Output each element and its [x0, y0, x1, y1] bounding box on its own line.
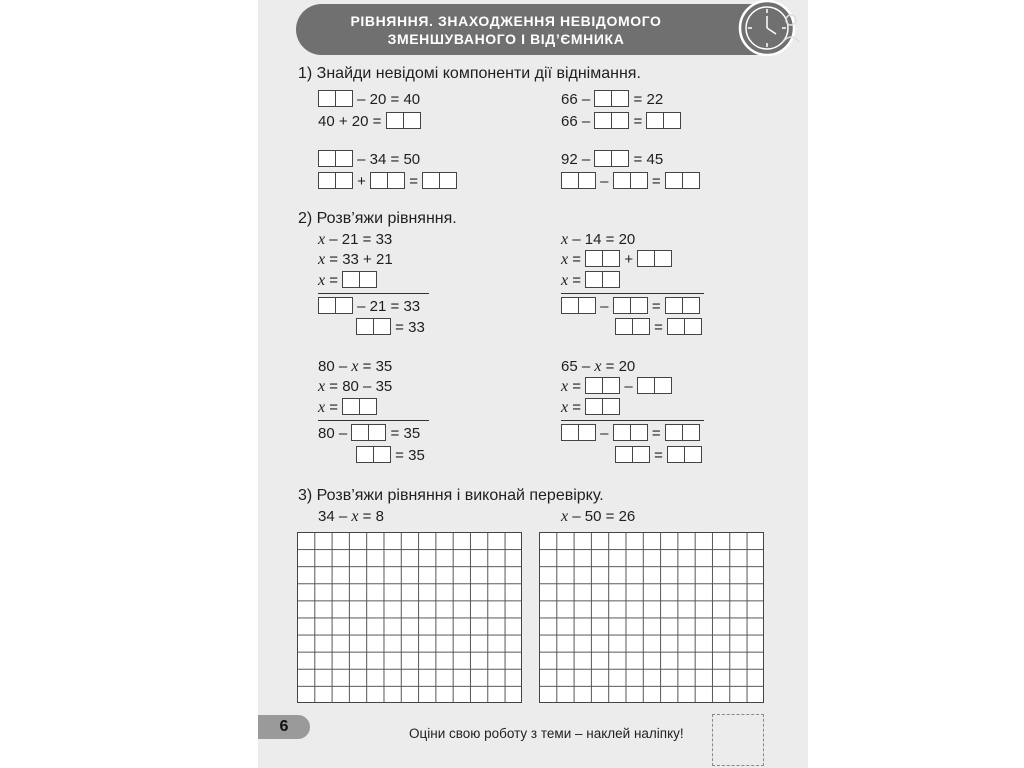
answer-box[interactable] [633, 318, 650, 335]
task1-eq1-row1: – 20 = 40 [318, 90, 420, 109]
footer-instruction: Оціни свою роботу з теми – наклей наліпку! [409, 726, 684, 741]
answer-box[interactable] [369, 424, 386, 441]
answer-box[interactable] [665, 424, 683, 441]
title-line-2: ЗМЕНШУВАНОГО І ВІД’ЄМНИКА [387, 31, 625, 47]
task1-eq1-row2: 40 + 20 = [318, 112, 421, 131]
answer-box[interactable] [360, 398, 377, 415]
answer-box[interactable] [318, 90, 336, 107]
answer-box[interactable] [318, 150, 336, 167]
answer-box[interactable] [664, 112, 681, 129]
answer-box[interactable] [631, 424, 648, 441]
answer-box[interactable] [336, 150, 353, 167]
answer-box[interactable] [404, 112, 421, 129]
task1-eq3-row1: – 34 = 50 [318, 150, 420, 169]
answer-box[interactable] [585, 271, 603, 288]
answer-box[interactable] [633, 446, 650, 463]
title-line-1: РІВНЯННЯ. ЗНАХОДЖЕННЯ НЕВІДОМОГО [350, 13, 662, 29]
answer-box[interactable] [685, 446, 702, 463]
answer-box[interactable] [370, 172, 388, 189]
task1-eq3-row2: + = [318, 172, 457, 191]
answer-box[interactable] [561, 297, 579, 314]
answer-box[interactable] [336, 172, 353, 189]
answer-box[interactable] [655, 250, 672, 267]
answer-box[interactable] [342, 271, 360, 288]
answer-box[interactable] [683, 172, 700, 189]
eq-d-line3: x = [561, 398, 620, 417]
answer-box[interactable] [615, 318, 633, 335]
answer-box[interactable] [561, 424, 579, 441]
eq-c-line2: x = 80 – 35 [318, 378, 393, 395]
answer-box[interactable] [631, 172, 648, 189]
answer-box[interactable] [603, 398, 620, 415]
answer-box[interactable] [356, 318, 374, 335]
task3-eq-right: x – 50 = 26 [561, 508, 636, 525]
task3-heading: 3) Розв’яжи рівняння і виконай перевірку. [298, 487, 604, 504]
answer-box[interactable] [685, 318, 702, 335]
sticker-placeholder[interactable] [712, 714, 764, 766]
answer-box[interactable] [603, 250, 620, 267]
eq-a-line2: x = 33 + 21 [318, 251, 393, 268]
eq-a-check1: – 21 = 33 [318, 297, 420, 316]
eq-c-line3: x = [318, 398, 377, 417]
answer-box[interactable] [683, 297, 700, 314]
answer-box[interactable] [594, 150, 612, 167]
answer-box[interactable] [579, 172, 596, 189]
answer-box[interactable] [585, 398, 603, 415]
answer-box[interactable] [356, 446, 374, 463]
eq-d-line2: x = – [561, 377, 672, 396]
task1-heading: 1) Знайди невідомі компоненти дії віднімання. [298, 65, 641, 82]
page-title [296, 12, 716, 48]
check-divider [318, 420, 429, 421]
page-number: 6 [258, 715, 310, 739]
eq-d-check1: – = [561, 424, 700, 443]
answer-box[interactable] [631, 297, 648, 314]
grid-workspace-left[interactable] [297, 532, 522, 703]
answer-box[interactable] [613, 424, 631, 441]
eq-b-line2: x = + [561, 250, 672, 269]
task1-eq4-row2: – = [561, 172, 700, 191]
answer-box[interactable] [440, 172, 457, 189]
check-divider [561, 420, 704, 421]
answer-box[interactable] [665, 172, 683, 189]
answer-box[interactable] [612, 112, 629, 129]
answer-box[interactable] [615, 446, 633, 463]
answer-box[interactable] [374, 318, 391, 335]
grid-workspace-right[interactable] [539, 532, 764, 703]
task1-eq2-row2: 66 – = [561, 112, 681, 131]
check-divider [318, 293, 429, 294]
answer-box[interactable] [336, 297, 353, 314]
eq-b-check2: = [615, 318, 702, 337]
answer-box[interactable] [561, 172, 579, 189]
answer-box[interactable] [342, 398, 360, 415]
answer-box[interactable] [646, 112, 664, 129]
task1-eq4-row1: 92 – = 45 [561, 151, 664, 168]
answer-box[interactable] [665, 297, 683, 314]
eq-a-check2: = 33 [356, 318, 425, 337]
eq-b-check1: – = [561, 297, 700, 316]
answer-box[interactable] [612, 150, 629, 167]
answer-box[interactable] [667, 446, 685, 463]
answer-box[interactable] [637, 377, 655, 394]
answer-box[interactable] [585, 250, 603, 267]
answer-box[interactable] [594, 112, 612, 129]
eq-c-check1: 80 – = 35 [318, 425, 421, 442]
answer-box[interactable] [360, 271, 377, 288]
task2-heading: 2) Розв’яжи рівняння. [298, 210, 457, 227]
clock-icon [727, 0, 807, 60]
eq-b-line1: x – 14 = 20 [561, 231, 636, 248]
answer-box[interactable] [388, 172, 405, 189]
eq-a-line3: x = [318, 271, 377, 290]
answer-box[interactable] [336, 90, 353, 107]
answer-box[interactable] [612, 90, 629, 107]
answer-box[interactable] [613, 172, 631, 189]
eq-b-line3: x = [561, 271, 620, 290]
task3-eq-left: 34 – x = 8 [318, 508, 384, 525]
answer-box[interactable] [613, 297, 631, 314]
answer-box[interactable] [579, 297, 596, 314]
answer-box[interactable] [585, 377, 603, 394]
task1-eq2-row1: 66 – = 22 [561, 91, 664, 108]
answer-box[interactable] [579, 424, 596, 441]
answer-box[interactable] [637, 250, 655, 267]
answer-box[interactable] [351, 424, 369, 441]
eq-c-line1: 80 – x = 35 [318, 358, 393, 375]
answer-box[interactable] [667, 318, 685, 335]
answer-box[interactable] [318, 172, 336, 189]
answer-box[interactable] [318, 297, 336, 314]
answer-box[interactable] [683, 424, 700, 441]
check-divider [561, 293, 704, 294]
title-banner [296, 4, 769, 55]
answer-box[interactable] [603, 377, 620, 394]
answer-box[interactable] [594, 90, 612, 107]
eq-a-line1: x – 21 = 33 [318, 231, 393, 248]
answer-box[interactable] [374, 446, 391, 463]
answer-box[interactable] [386, 112, 404, 129]
answer-box[interactable] [603, 271, 620, 288]
eq-d-line1: 65 – x = 20 [561, 358, 636, 375]
eq-d-check2: = [615, 446, 702, 465]
answer-box[interactable] [422, 172, 440, 189]
eq-c-check2: = 35 [356, 446, 425, 465]
answer-box[interactable] [655, 377, 672, 394]
